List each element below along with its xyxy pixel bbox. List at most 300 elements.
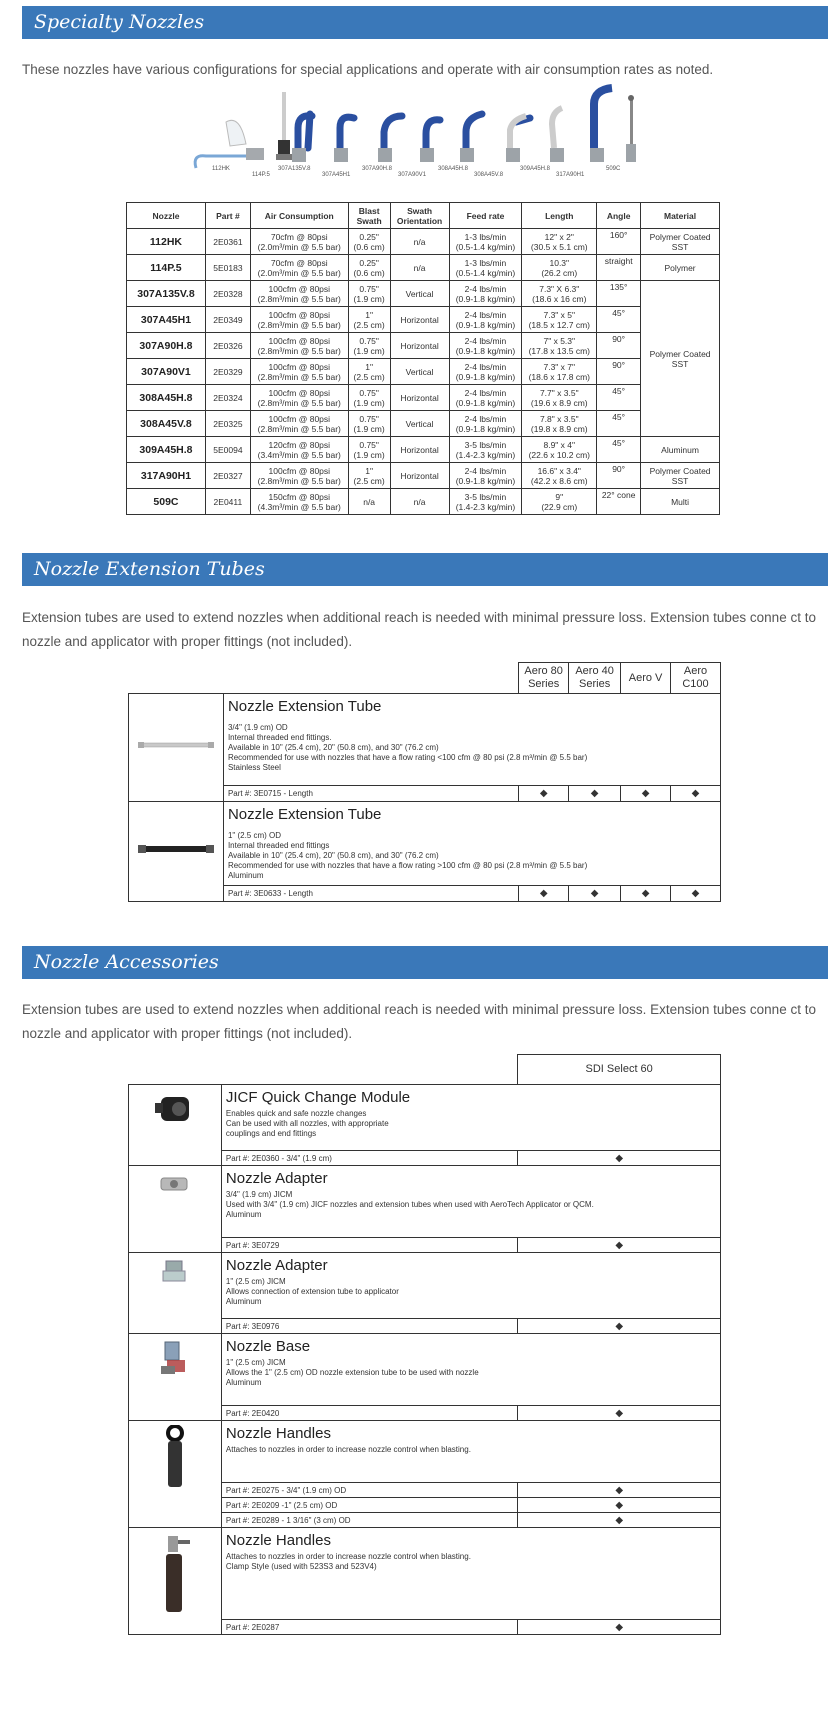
material-cell <box>641 255 720 281</box>
length-line-1: 9" <box>555 491 564 502</box>
col-swath: Blast Swath <box>348 203 390 229</box>
feed-line-1: 2-4 lbs/min <box>464 413 507 424</box>
swath-line-1: n/a <box>363 496 376 507</box>
nozzle-cell <box>127 463 206 489</box>
orientation: n/a <box>413 262 426 273</box>
orientation: Vertical <box>405 288 434 299</box>
swath-line-1: 1" <box>365 361 374 372</box>
feed-line-2: (0.9-1.8 kg/min) <box>455 423 516 434</box>
nozzle-name: 509C <box>153 495 179 508</box>
part-number: 2E0411 <box>213 496 243 507</box>
spec-line: Internal threaded end fittings. <box>227 733 332 742</box>
swath-cell <box>348 307 390 333</box>
part-number: Part #: 3E0633 - Length <box>223 886 518 902</box>
angle: 90° <box>612 334 626 344</box>
swath-line-2: (2.5 cm) <box>353 475 385 486</box>
col-length: Length <box>522 203 597 229</box>
spec-line: Aluminum <box>225 1210 262 1219</box>
air-line-2: (4.3m³/min @ 5.5 bar) <box>257 501 341 512</box>
material: Polymer Coated SST <box>649 231 711 252</box>
feed-line-2: (0.5-1.4 kg/min) <box>455 241 516 252</box>
image-label-307a90h8: 307A90H.8 <box>362 166 393 172</box>
feed-cell <box>449 411 522 437</box>
swath-line-1: 1" <box>365 465 374 476</box>
length-cell <box>522 385 597 411</box>
orientation-cell <box>390 385 449 411</box>
material: Polymer Coated SST <box>649 465 711 486</box>
specialty-intro: These nozzles have various configurations for special applications and operate with air consumption rates as noted. <box>22 62 714 77</box>
angle: straight <box>604 256 633 266</box>
angle: 160° <box>609 230 628 240</box>
nozzle-cell <box>127 229 206 255</box>
compat-mark: ◆ <box>621 786 671 802</box>
accessory-row <box>129 1528 721 1620</box>
angle-cell <box>597 463 641 489</box>
length-line-2: (30.5 x 5.1 cm) <box>530 241 588 252</box>
air-line-1: 100cfm @ 80psi <box>268 309 331 320</box>
header-blank <box>129 663 519 694</box>
length-line-2: (18.6 x 16 cm) <box>532 293 587 304</box>
feed-line-1: 2-4 lbs/min <box>464 465 507 476</box>
air-cell <box>250 229 348 255</box>
accessory-desc <box>221 1528 720 1620</box>
length-line-2: (22.9 cm) <box>541 501 578 512</box>
feed-line-1: 2-4 lbs/min <box>464 335 507 346</box>
air-cell <box>250 411 348 437</box>
image-label-317a90h1: 317A90H1 <box>556 172 585 178</box>
spec-line: Recommended for use with nozzles that have a flow rating >100 cfm @ 80 psi (2.8 m³/min @ 5.5 bar) <box>227 861 588 870</box>
col-material: Material <box>641 203 720 229</box>
air-cell <box>250 359 348 385</box>
spec-line: Aluminum <box>227 871 264 880</box>
product-title: JICF Quick Change Module <box>225 1089 411 1106</box>
part-cell <box>205 229 250 255</box>
orientation: Vertical <box>405 418 434 429</box>
orientation-cell <box>390 307 449 333</box>
spec-line: Recommended for use with nozzles that have a flow rating <100 cfm @ 80 psi (2.8 m³/min @ 5.5 bar) <box>227 753 588 762</box>
nozzle-lineup-image <box>190 84 650 182</box>
swath-line-1: 0.25" <box>359 257 379 268</box>
nozzle-base-icon <box>153 1338 197 1378</box>
air-line-2: (2.8m³/min @ 5.5 bar) <box>257 423 341 434</box>
spec-line: Enables quick and safe nozzle changes <box>225 1109 367 1118</box>
spec-line: Stainless Steel <box>227 763 281 772</box>
feed-cell <box>449 437 522 463</box>
length-line-2: (26.2 cm) <box>541 267 578 278</box>
material: Multi <box>671 496 690 507</box>
extension-tube-1-desc <box>223 694 720 786</box>
col-aero-c100: Aero C100 <box>671 663 721 694</box>
orientation-cell <box>390 463 449 489</box>
compat-mark: ◆ <box>519 886 569 902</box>
nozzle-name: 114P.5 <box>150 261 182 274</box>
air-cell <box>250 385 348 411</box>
nozzle-cell <box>127 411 206 437</box>
part-cell <box>205 411 250 437</box>
compat-mark: ◆ <box>518 1319 721 1334</box>
compat-mark: ◆ <box>519 786 569 802</box>
spec-line: Attaches to nozzles in order to increase nozzle control when blasting. <box>225 1445 471 1454</box>
nozzle-name: 307A135V.8 <box>137 287 195 300</box>
orientation-cell <box>390 229 449 255</box>
air-line-1: 70cfm @ 80psi <box>270 257 328 268</box>
length-cell <box>522 437 597 463</box>
feed-line-2: (0.9-1.8 kg/min) <box>455 397 516 408</box>
orientation: Horizontal <box>400 314 439 325</box>
length-line-1: 12" x 2" <box>544 231 574 242</box>
compat-mark: ◆ <box>518 1238 721 1253</box>
image-label-509c: 509C <box>606 166 621 172</box>
specialty-nozzle-table <box>126 202 720 515</box>
image-label-307a45h1: 307A45H1 <box>322 172 351 178</box>
orientation: Horizontal <box>400 470 439 481</box>
material: Aluminum <box>661 444 699 455</box>
part-number: Part #: 3E0976 <box>221 1319 517 1334</box>
nozzle-adapter-icon <box>155 1170 195 1196</box>
compat-mark: ◆ <box>671 886 721 902</box>
length-line-1: 7.3" x 5" <box>543 309 576 320</box>
air-line-1: 70cfm @ 80psi <box>270 231 328 242</box>
spec-line: Allows the 1" (2.5 cm) OD nozzle extension tube to be used with nozzle <box>225 1368 479 1377</box>
feed-line-1: 1-3 lbs/min <box>464 257 507 268</box>
swath-line-2: (2.5 cm) <box>353 319 385 330</box>
material-cell <box>641 229 720 255</box>
compat-mark: ◆ <box>518 1483 721 1498</box>
air-line-2: (2.8m³/min @ 5.5 bar) <box>257 293 341 304</box>
extension-tube-table <box>128 662 721 902</box>
nozzle-row <box>127 411 720 437</box>
spec-line: couplings and end fittings <box>225 1129 317 1138</box>
image-label-307a135v8: 307A135V.8 <box>278 166 311 172</box>
nozzle-cell <box>127 333 206 359</box>
swath-cell <box>348 385 390 411</box>
accessory-row <box>129 1085 721 1151</box>
accessory-desc <box>221 1253 720 1319</box>
swath-cell <box>348 229 390 255</box>
swath-line-1: 0.75" <box>359 413 379 424</box>
swath-cell <box>348 489 390 515</box>
angle: 45° <box>612 308 626 318</box>
image-label-307a90v1: 307A90V1 <box>398 172 427 178</box>
swath-cell <box>348 411 390 437</box>
feed-line-1: 3-5 lbs/min <box>464 491 507 502</box>
angle: 45° <box>612 438 626 448</box>
air-line-1: 100cfm @ 80psi <box>268 361 331 372</box>
length-line-2: (19.6 x 8.9 cm) <box>530 397 588 408</box>
air-line-1: 150cfm @ 80psi <box>268 491 331 502</box>
extension-tube-2-desc <box>223 802 720 886</box>
part-number: 2E0324 <box>213 392 243 403</box>
spec-line: Allows connection of extension tube to applicator <box>225 1287 399 1296</box>
product-title: Nozzle Handles <box>225 1425 331 1442</box>
orientation-cell <box>390 359 449 385</box>
swath-cell <box>348 255 390 281</box>
angle-cell <box>597 359 641 385</box>
material: Polymer Coated SST <box>649 348 711 369</box>
orientation: Horizontal <box>400 444 439 455</box>
orientation-cell <box>390 437 449 463</box>
material-cell <box>641 489 720 515</box>
feed-line-2: (0.9-1.8 kg/min) <box>455 475 516 486</box>
air-cell <box>250 255 348 281</box>
spec-line: Clamp Style (used with 523S3 and 523V4) <box>225 1562 377 1571</box>
accessory-image-cell <box>129 1085 222 1166</box>
nozzle-row <box>127 489 720 515</box>
angle: 90° <box>612 360 626 370</box>
air-line-2: (2.8m³/min @ 5.5 bar) <box>257 319 341 330</box>
nozzle-row <box>127 463 720 489</box>
feed-cell <box>449 281 522 307</box>
feed-line-1: 2-4 lbs/min <box>464 387 507 398</box>
spec-line: Used with 3/4" (1.9 cm) JICF nozzles and extension tubes when used with AeroTech Applicator or QCM. <box>225 1200 594 1209</box>
orientation-cell <box>390 255 449 281</box>
air-line-1: 100cfm @ 80psi <box>268 465 331 476</box>
compat-mark: ◆ <box>518 1498 721 1513</box>
length-cell <box>522 411 597 437</box>
part-number: 2E0329 <box>213 366 243 377</box>
header-blank <box>129 1055 518 1085</box>
feed-line-2: (1.4-2.3 kg/min) <box>455 449 516 460</box>
part-number: 2E0327 <box>213 470 243 481</box>
spec-line: Attaches to nozzles in order to increase nozzle control when blasting. <box>225 1552 471 1561</box>
product-title: Nozzle Extension Tube <box>227 806 382 823</box>
part-cell <box>205 333 250 359</box>
nozzle-row <box>127 255 720 281</box>
col-part: Part # <box>205 203 250 229</box>
compat-mark: ◆ <box>518 1513 721 1528</box>
spec-line: Available in 10" (25.4 cm), 20" (50.8 cm), and 30" (76.2 cm) <box>227 851 439 860</box>
accessories-table <box>128 1054 721 1635</box>
length-line-1: 7.8" x 3.5" <box>539 413 579 424</box>
extension-tube-aluminum-image <box>136 839 216 859</box>
length-cell <box>522 307 597 333</box>
accessory-desc <box>221 1085 720 1151</box>
spec-line: 1" (2.5 cm) JICM <box>225 1358 286 1367</box>
nozzle-cell <box>127 255 206 281</box>
image-label-309a45h8: 309A45H.8 <box>520 166 551 172</box>
spec-line: 1" (2.5 cm) OD <box>227 831 282 840</box>
air-cell <box>250 307 348 333</box>
angle: 22° cone <box>601 490 636 500</box>
feed-line-2: (0.9-1.8 kg/min) <box>455 345 516 356</box>
swath-cell <box>348 359 390 385</box>
orientation: Vertical <box>405 366 434 377</box>
length-line-2: (42.2 x 8.6 cm) <box>530 475 588 486</box>
angle-cell <box>597 281 641 307</box>
material: Polymer <box>664 262 696 273</box>
swath-line-2: (0.6 cm) <box>353 241 385 252</box>
length-line-1: 7.3" x 7" <box>543 361 576 372</box>
spec-line: 3/4" (1.9 cm) JICM <box>225 1190 293 1199</box>
accessory-desc <box>221 1421 720 1483</box>
accessories-heading: Nozzle Accessories <box>22 946 828 979</box>
nozzle-name: 308A45H.8 <box>139 391 193 404</box>
part-number: 5E0094 <box>213 444 243 455</box>
swath-line-1: 0.25" <box>359 231 379 242</box>
accessory-row <box>129 1421 721 1483</box>
feed-cell <box>449 463 522 489</box>
part-number: Part #: 2E0289 - 1 3/16" (3 cm) OD <box>221 1513 517 1528</box>
length-cell <box>522 333 597 359</box>
air-line-1: 100cfm @ 80psi <box>268 335 331 346</box>
feed-line-1: 3-5 lbs/min <box>464 439 507 450</box>
feed-line-2: (1.4-2.3 kg/min) <box>455 501 516 512</box>
orientation-cell <box>390 333 449 359</box>
swath-cell <box>348 463 390 489</box>
nozzle-cell <box>127 489 206 515</box>
feed-cell <box>449 489 522 515</box>
air-cell <box>250 333 348 359</box>
nozzle-row <box>127 333 720 359</box>
air-line-2: (3.4m³/min @ 5.5 bar) <box>257 449 341 460</box>
nozzle-cell <box>127 385 206 411</box>
length-line-2: (18.6 x 17.8 cm) <box>528 371 590 382</box>
angle: 45° <box>612 412 626 422</box>
air-line-2: (2.8m³/min @ 5.5 bar) <box>257 475 341 486</box>
angle-cell <box>597 255 641 281</box>
product-title: Nozzle Extension Tube <box>227 698 382 715</box>
part-number: Part #: 2E0275 - 3/4" (1.9 cm) OD <box>221 1483 517 1498</box>
spec-line: 1" (2.5 cm) JICM <box>225 1277 286 1286</box>
feed-line-1: 2-4 lbs/min <box>464 309 507 320</box>
air-cell <box>250 463 348 489</box>
nozzle-name: 307A45H1 <box>140 313 192 326</box>
angle: 90° <box>612 464 626 474</box>
part-number: 5E0183 <box>213 262 243 273</box>
part-number: 2E0328 <box>213 288 243 299</box>
swath-line-1: 0.75" <box>359 387 379 398</box>
orientation-cell <box>390 489 449 515</box>
length-cell <box>522 463 597 489</box>
part-number: Part #: 2E0360 - 3/4" (1.9 cm) <box>221 1151 517 1166</box>
angle-cell <box>597 411 641 437</box>
length-line-2: (17.8 x 13.5 cm) <box>528 345 590 356</box>
angle-cell <box>597 229 641 255</box>
length-line-1: 16.6" x 3.4" <box>537 465 581 476</box>
air-cell <box>250 281 348 307</box>
orientation-cell <box>390 411 449 437</box>
material-cell <box>641 463 720 489</box>
col-air: Air Consumption <box>250 203 348 229</box>
nozzle-cell <box>127 307 206 333</box>
feed-line-1: 1-3 lbs/min <box>464 231 507 242</box>
part-number: Part #: 3E0729 <box>221 1238 517 1253</box>
feed-cell <box>449 385 522 411</box>
orientation-cell <box>390 281 449 307</box>
accessory-desc <box>221 1166 720 1238</box>
material-cell <box>641 437 720 463</box>
nozzle-row <box>127 307 720 333</box>
swath-line-2: (1.9 cm) <box>353 449 385 460</box>
length-line-2: (22.6 x 10.2 cm) <box>528 449 590 460</box>
spec-line: Aluminum <box>225 1378 262 1387</box>
col-aero-80: Aero 80 Series <box>519 663 569 694</box>
part-number: Part #: 2E0209 -1" (2.5 cm) OD <box>221 1498 517 1513</box>
nozzle-name: 307A90V1 <box>141 365 191 378</box>
accessory-row <box>129 1334 721 1406</box>
part-number: Part #: 2E0287 <box>221 1620 517 1635</box>
nozzle-row <box>127 437 720 463</box>
air-line-2: (2.0m³/min @ 5.5 bar) <box>257 241 341 252</box>
length-line-2: (18.5 x 12.7 cm) <box>528 319 590 330</box>
swath-line-1: 0.75" <box>359 283 379 294</box>
accessory-desc <box>221 1334 720 1406</box>
swath-cell <box>348 437 390 463</box>
image-label-308a45h8: 308A45H.8 <box>438 166 469 172</box>
nozzle-row <box>127 385 720 411</box>
image-label-308a45v8: 308A45V.8 <box>474 172 504 178</box>
part-number: Part #: 2E0420 <box>221 1406 517 1421</box>
accessory-row <box>129 1253 721 1319</box>
swath-line-1: 0.75" <box>359 335 379 346</box>
accessory-image-cell <box>129 1421 222 1528</box>
nozzle-name: 307A90H.8 <box>139 339 193 352</box>
orientation: Horizontal <box>400 340 439 351</box>
spec-line: 3/4" (1.9 cm) OD <box>227 723 288 732</box>
swath-cell <box>348 333 390 359</box>
quick-change-module-icon <box>153 1089 197 1129</box>
length-cell <box>522 229 597 255</box>
part-number: 2E0325 <box>213 418 243 429</box>
swath-line-2: (1.9 cm) <box>353 423 385 434</box>
part-cell <box>205 437 250 463</box>
compat-mark: ◆ <box>569 786 621 802</box>
product-title: Nozzle Handles <box>225 1532 331 1549</box>
compat-mark: ◆ <box>671 786 721 802</box>
air-line-2: (2.8m³/min @ 5.5 bar) <box>257 371 341 382</box>
swath-cell <box>348 281 390 307</box>
accessory-image-cell <box>129 1166 222 1253</box>
length-line-1: 7.7" x 3.5" <box>539 387 579 398</box>
compat-mark: ◆ <box>518 1620 721 1635</box>
tube-image-cell <box>129 694 224 802</box>
tube-image-cell <box>129 802 224 902</box>
length-line-1: 8.9" x 4" <box>543 439 576 450</box>
nozzle-cell <box>127 437 206 463</box>
nozzle-handle-icon <box>160 1425 190 1489</box>
angle-cell <box>597 333 641 359</box>
part-cell <box>205 359 250 385</box>
spec-line: Aluminum <box>225 1297 262 1306</box>
air-line-1: 120cfm @ 80psi <box>268 439 331 450</box>
product-title: Nozzle Base <box>225 1338 311 1355</box>
compat-mark: ◆ <box>518 1406 721 1421</box>
air-line-2: (2.8m³/min @ 5.5 bar) <box>257 397 341 408</box>
orientation: Horizontal <box>400 392 439 403</box>
spec-line: Can be used with all nozzles, with appropriate <box>225 1119 389 1128</box>
angle-cell <box>597 385 641 411</box>
feed-cell <box>449 359 522 385</box>
accessory-image-cell <box>129 1253 222 1334</box>
angle-cell <box>597 307 641 333</box>
nozzle-cell <box>127 359 206 385</box>
part-cell <box>205 255 250 281</box>
material-cell <box>641 281 720 437</box>
air-line-1: 100cfm @ 80psi <box>268 387 331 398</box>
angle-cell <box>597 489 641 515</box>
swath-line-2: (1.9 cm) <box>353 345 385 356</box>
nozzle-name: 112HK <box>149 235 183 248</box>
air-line-1: 100cfm @ 80psi <box>268 413 331 424</box>
extension-tubes-heading: Nozzle Extension Tubes <box>22 553 828 586</box>
orientation: n/a <box>413 496 426 507</box>
spec-line: Internal threaded end fittings <box>227 841 330 850</box>
part-number: Part #: 3E0715 - Length <box>223 786 518 802</box>
nozzle-row <box>127 229 720 255</box>
accessory-row <box>129 1166 721 1238</box>
feed-line-2: (0.9-1.8 kg/min) <box>455 293 516 304</box>
part-cell <box>205 307 250 333</box>
